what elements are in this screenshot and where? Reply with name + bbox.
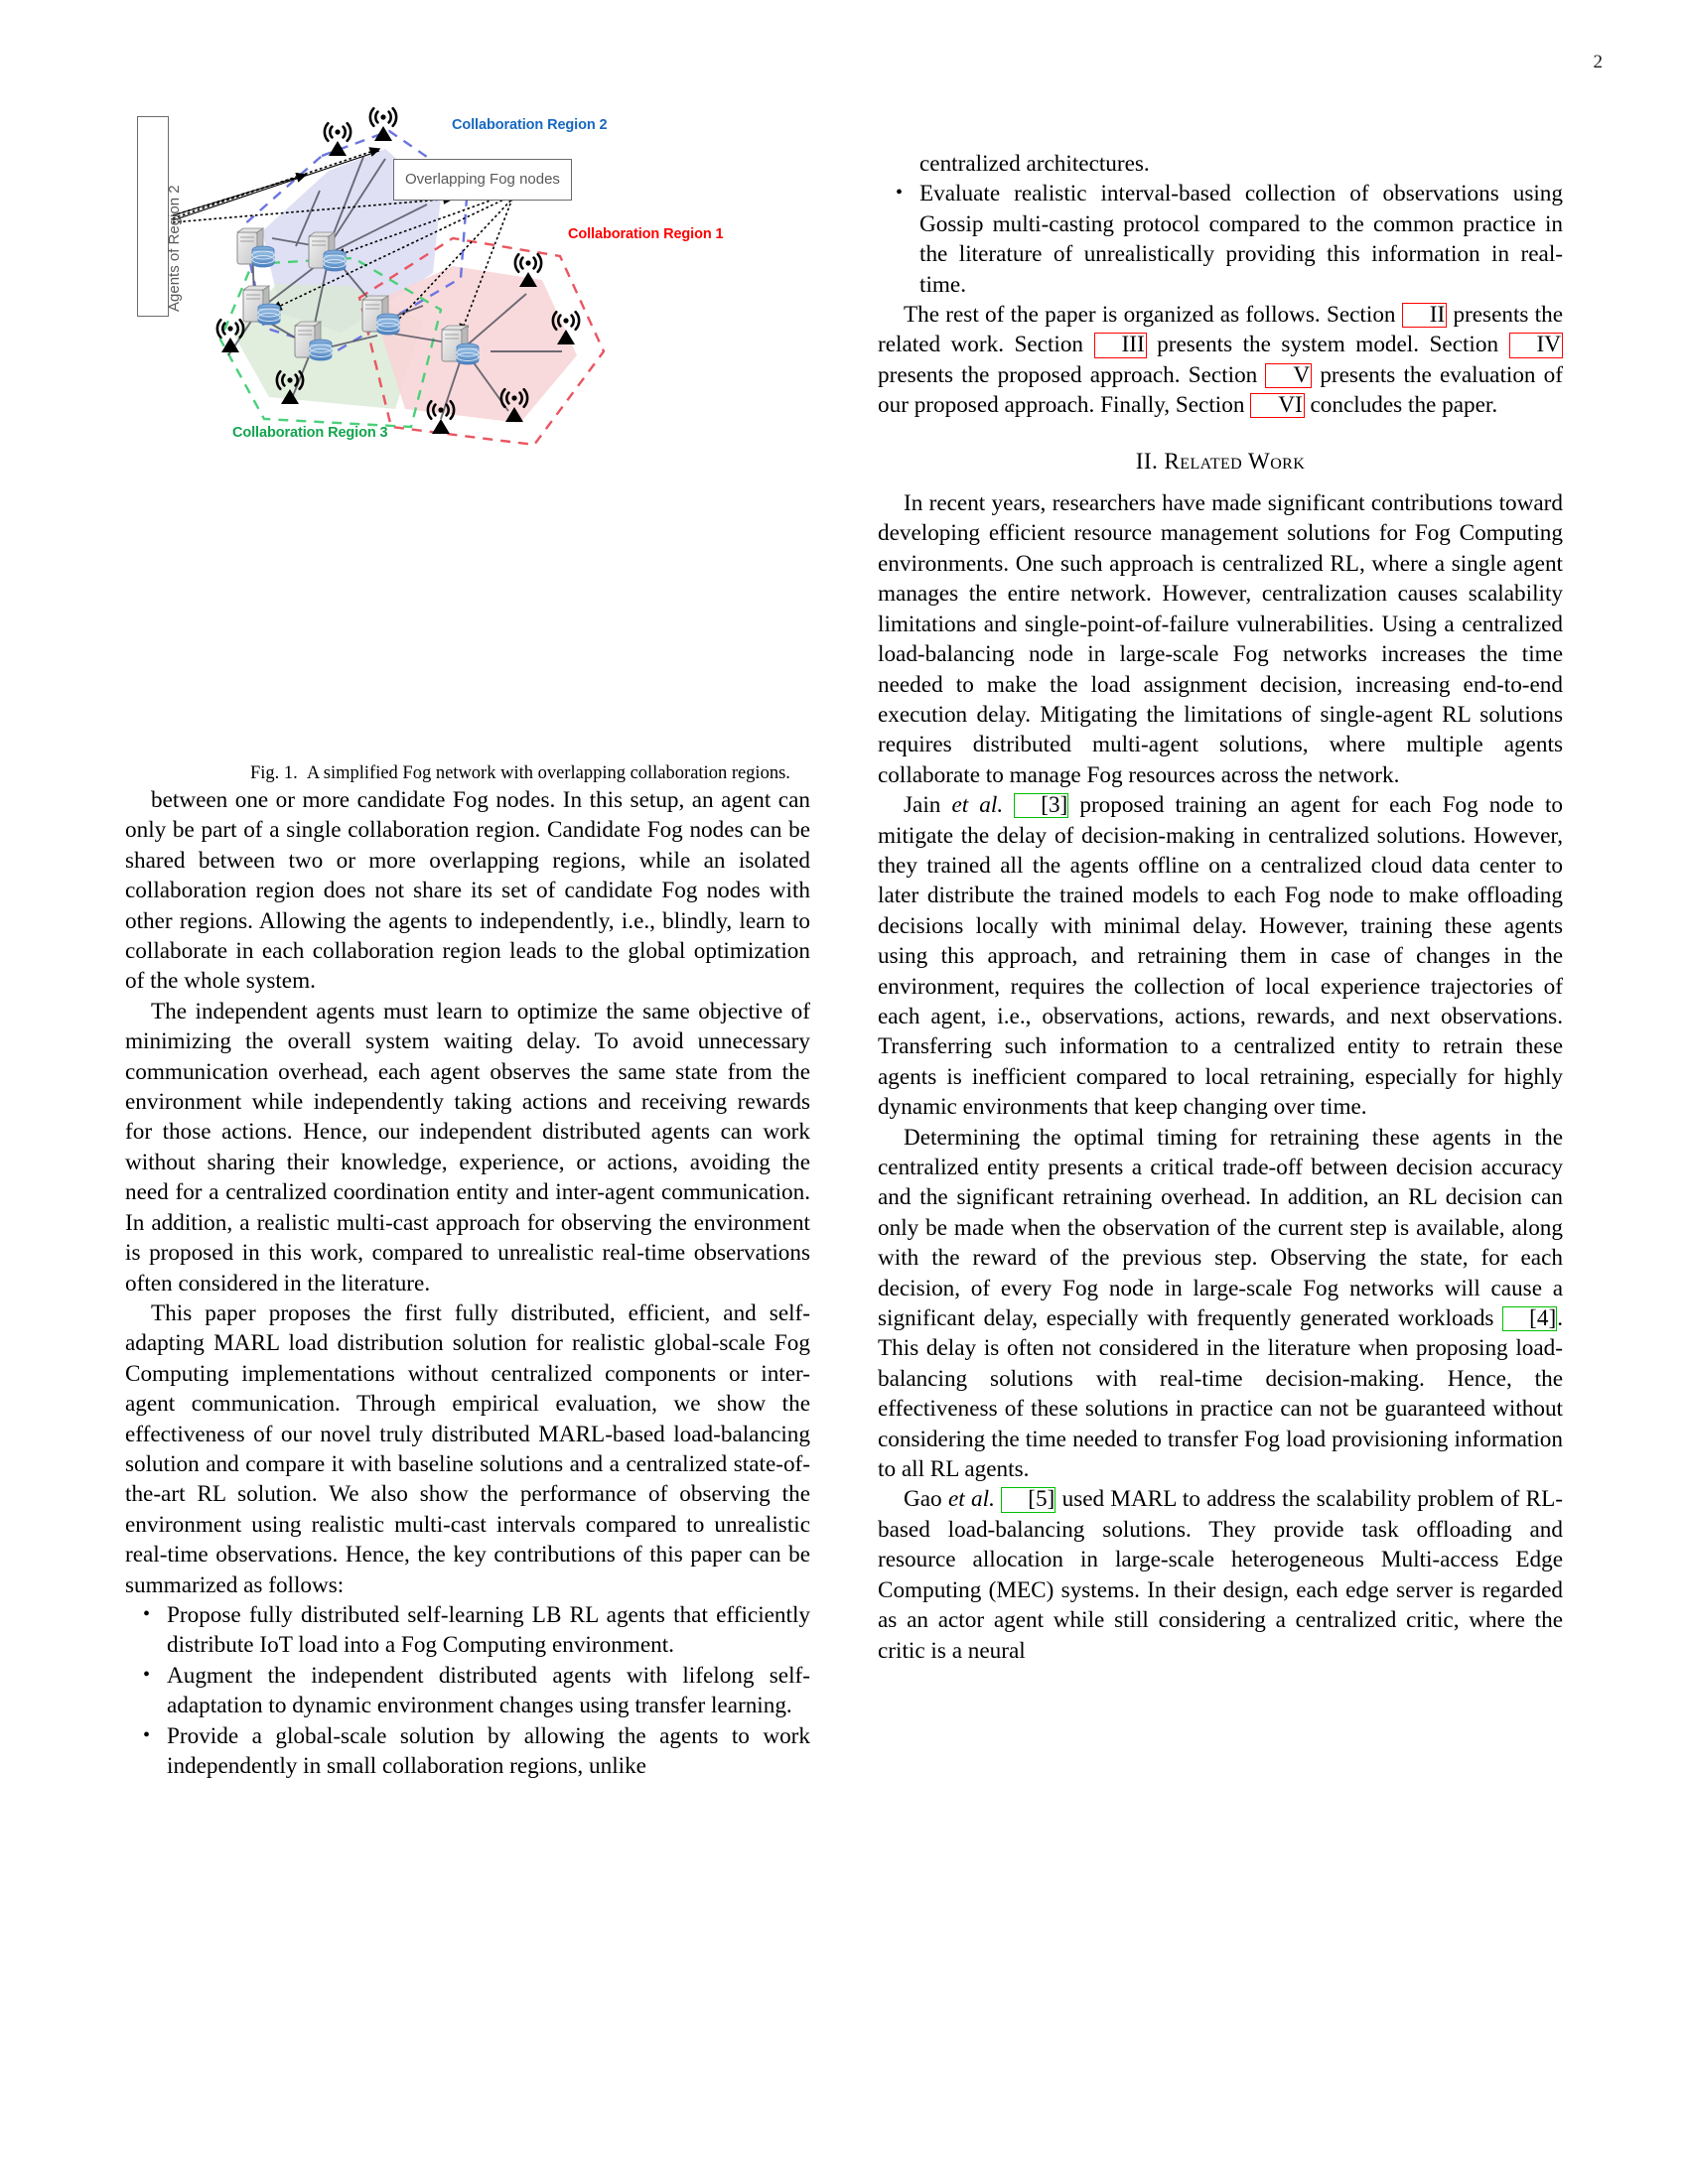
section-ref-ii[interactable]: II: [1402, 303, 1447, 328]
p2-seg-3: proposed training an agent for each Fog node to mitigate the delay of decision-making in centralized solutions. However, they trained all the agents offline on a centralized cloud data center to later distribute the trained models to each Fog node to make offloading decisions locally with minimal delay. However, training these agents using this approach, and retraining them in case of changes in the environment, requires the collection of local experience trajectories of each agent, i.e., observations, actions, rewards, and next observations. Transferring such information to a centralized entity to retrain these agents is inefficient compared to local retraining, especially for highly dynamic environments that keep changing over time.: [878, 792, 1563, 1121]
p3-seg-1: Determining the optimal timing for retraining these agents in the centralized entity presents a critical trade-off between decision accuracy and the significant retraining overhead. In addition, an RL decision can only be made when the observation of the current step is available, along with the reward of the previous step. Observing the state, for each decision, of every Fog node in large-scale Fog networks will cause a significant delay, especially with frequently generated workloads: [878, 1124, 1563, 1332]
right-paragraph-4: [878, 1484, 1563, 1665]
list-item: • Evaluate realistic interval-based collection of observations using Gossip multi-casting protocol compared to the common practice in the literature of unrealistically providing this information in real-time.: [878, 179, 1563, 300]
figure-1: [125, 99, 810, 670]
right-paragraph-2: [878, 790, 1563, 1122]
agents-of-region-2-text: Agents of Region 2: [166, 185, 183, 312]
list-item: • Propose fully distributed self-learning LB RL agents that efficiently distribute IoT load into a Fog Computing environment.: [125, 1600, 810, 1661]
bullet-continuation: centralized architectures.: [919, 151, 1150, 177]
org-seg-6: concludes the paper.: [1304, 392, 1498, 419]
citation-ref-5[interactable]: [5]: [1001, 1487, 1055, 1512]
org-seg-1: The rest of the paper is organized as follows. Section: [904, 302, 1402, 329]
figure-label-agents-of-region-2: [137, 116, 183, 317]
citation-ref-3[interactable]: [3]: [1014, 793, 1068, 818]
figure-label-region-3: Collaboration Region 3: [232, 425, 388, 441]
figure-label-overlapping-fog-nodes: Overlapping Fog nodes: [393, 159, 572, 201]
tower-icon: [217, 320, 243, 352]
org-seg-4: presents the proposed approach. Section: [878, 361, 1266, 388]
left-paragraph-2: The independent agents must learn to optimize the same objective of minimizing the overall system waiting delay. To avoid unnecessary communication overhead, each agent observes the same state from the environment while independently taking actions and receiving rewards for those actions. Hence, our independent distributed agents can work without sharing their knowledge, experience, or actions, avoiding the need for a centralized coordination entity and inter-agent communication. In addition, a realistic multi-cast approach for observing the environment is proposed in this work, compared to unrealistic real-time observations often considered in the literature.: [125, 998, 810, 1297]
figure-label-region-2: Collaboration Region 2: [452, 117, 608, 133]
right-column: [878, 149, 1563, 1666]
figure-caption-lead: Fig. 1.: [250, 763, 298, 783]
p2-italic-etal: et al.: [951, 792, 1004, 819]
org-seg-2: presents the related work. Section: [878, 302, 1563, 358]
section-ref-iii[interactable]: III: [1094, 333, 1147, 357]
p4-seg-1: Gao: [904, 1486, 948, 1513]
section-ref-iv[interactable]: IV: [1509, 333, 1563, 357]
contributions-list-continued: [878, 179, 1563, 300]
section-heading-related-work: II. Related Work: [1135, 448, 1306, 475]
p4-italic-etal: et al.: [947, 1486, 995, 1513]
right-paragraph-3: [878, 1123, 1563, 1485]
list-item: • Provide a global-scale solution by allowing the agents to work independently in small collaboration regions, unlike: [125, 1721, 810, 1782]
paper-organization-paragraph: [878, 300, 1563, 421]
contributions-list: [125, 1600, 810, 1781]
section-ref-vi[interactable]: VI: [1250, 393, 1304, 418]
left-paragraph-3: This paper proposes the first fully distributed, efficient, and self-adapting MARL load distribution solution for realistic global-scale Fog Computing implementations without centralized components or inter-agent communication. Through empirical evaluation, we show the effectiveness of our novel truly distributed MARL-based load-balancing solution and compare it with baseline solutions and a centralized state-of-the-art RL solution. We also show the performance of observing the environment using realistic multi-cast intervals compared to unrealistic real-time observations. Hence, the key contributions of this paper can be summarized as follows:: [125, 1299, 810, 1598]
figure-1-caption: [250, 761, 935, 785]
tower-icon: [325, 123, 351, 156]
p2-seg-1: Jain: [904, 792, 952, 819]
list-item: • Augment the independent distributed agents with lifelong self-adaptation to dynamic environment changes using transfer learning.: [125, 1661, 810, 1721]
p2-seg-2: [1003, 792, 1014, 818]
section-ref-v[interactable]: V: [1265, 363, 1312, 388]
left-paragraph-1: between one or more candidate Fog nodes. In this setup, an agent can only be part of a single collaboration region. Candidate Fog nodes can be shared between two or more overlapping regions, while an isolated collaboration region does not share its set of candidate Fog nodes with other regions. Allowing the agents to independently, i.e., blindly, learn to collaborate in each collaboration region leads to the global optimization of the whole system.: [125, 787, 810, 995]
left-column: [125, 99, 810, 1781]
org-seg-5: presents the evaluation of our proposed approach. Finally, Section: [878, 361, 1563, 419]
figure-label-region-1: Collaboration Region 1: [568, 226, 724, 242]
p3-seg-2: . This delay is often not considered in the literature when proposing load-balancing solutions with real-time decision-making. Hence, the effectiveness of these solutions in practice can not be guaranteed without considering the time needed to transfer Fog load provisioning information to all RL agents.: [878, 1305, 1563, 1483]
right-paragraph-1: In recent years, researchers have made significant contributions toward developing efficient resource management solutions for Fog Computing environments. One such approach is centralized RL, where a single agent manages the entire network. However, centralization causes scalability limitations and single-point-of-failure vulnerabilities. Using a centralized load-balancing node in large-scale Fog networks increases the time needed to make the load assignment decision, increasing end-to-end execution delay. Mitigating the limitations of single-agent RL solutions requires distributed multi-agent solutions, where multiple agents collaborate to manage Fog resources across the network.: [878, 490, 1563, 788]
citation-ref-4[interactable]: [4]: [1502, 1306, 1557, 1331]
p4-seg-3: used MARL to address the scalability problem of RL-based load-balancing solutions. They provide task offloading and resource allocation in large-scale heterogeneous Multi-access Edge Computing (MEC) systems. In their design, each edge server is regarded as an actor agent while still considering a centralized critic, where the critic is a neural: [878, 1486, 1564, 1664]
figure-caption-text: A simplified Fog network with overlapping collaboration regions.: [306, 763, 790, 783]
org-seg-3: presents the system model. Section: [1146, 332, 1509, 358]
page-number: 2: [1593, 52, 1603, 72]
